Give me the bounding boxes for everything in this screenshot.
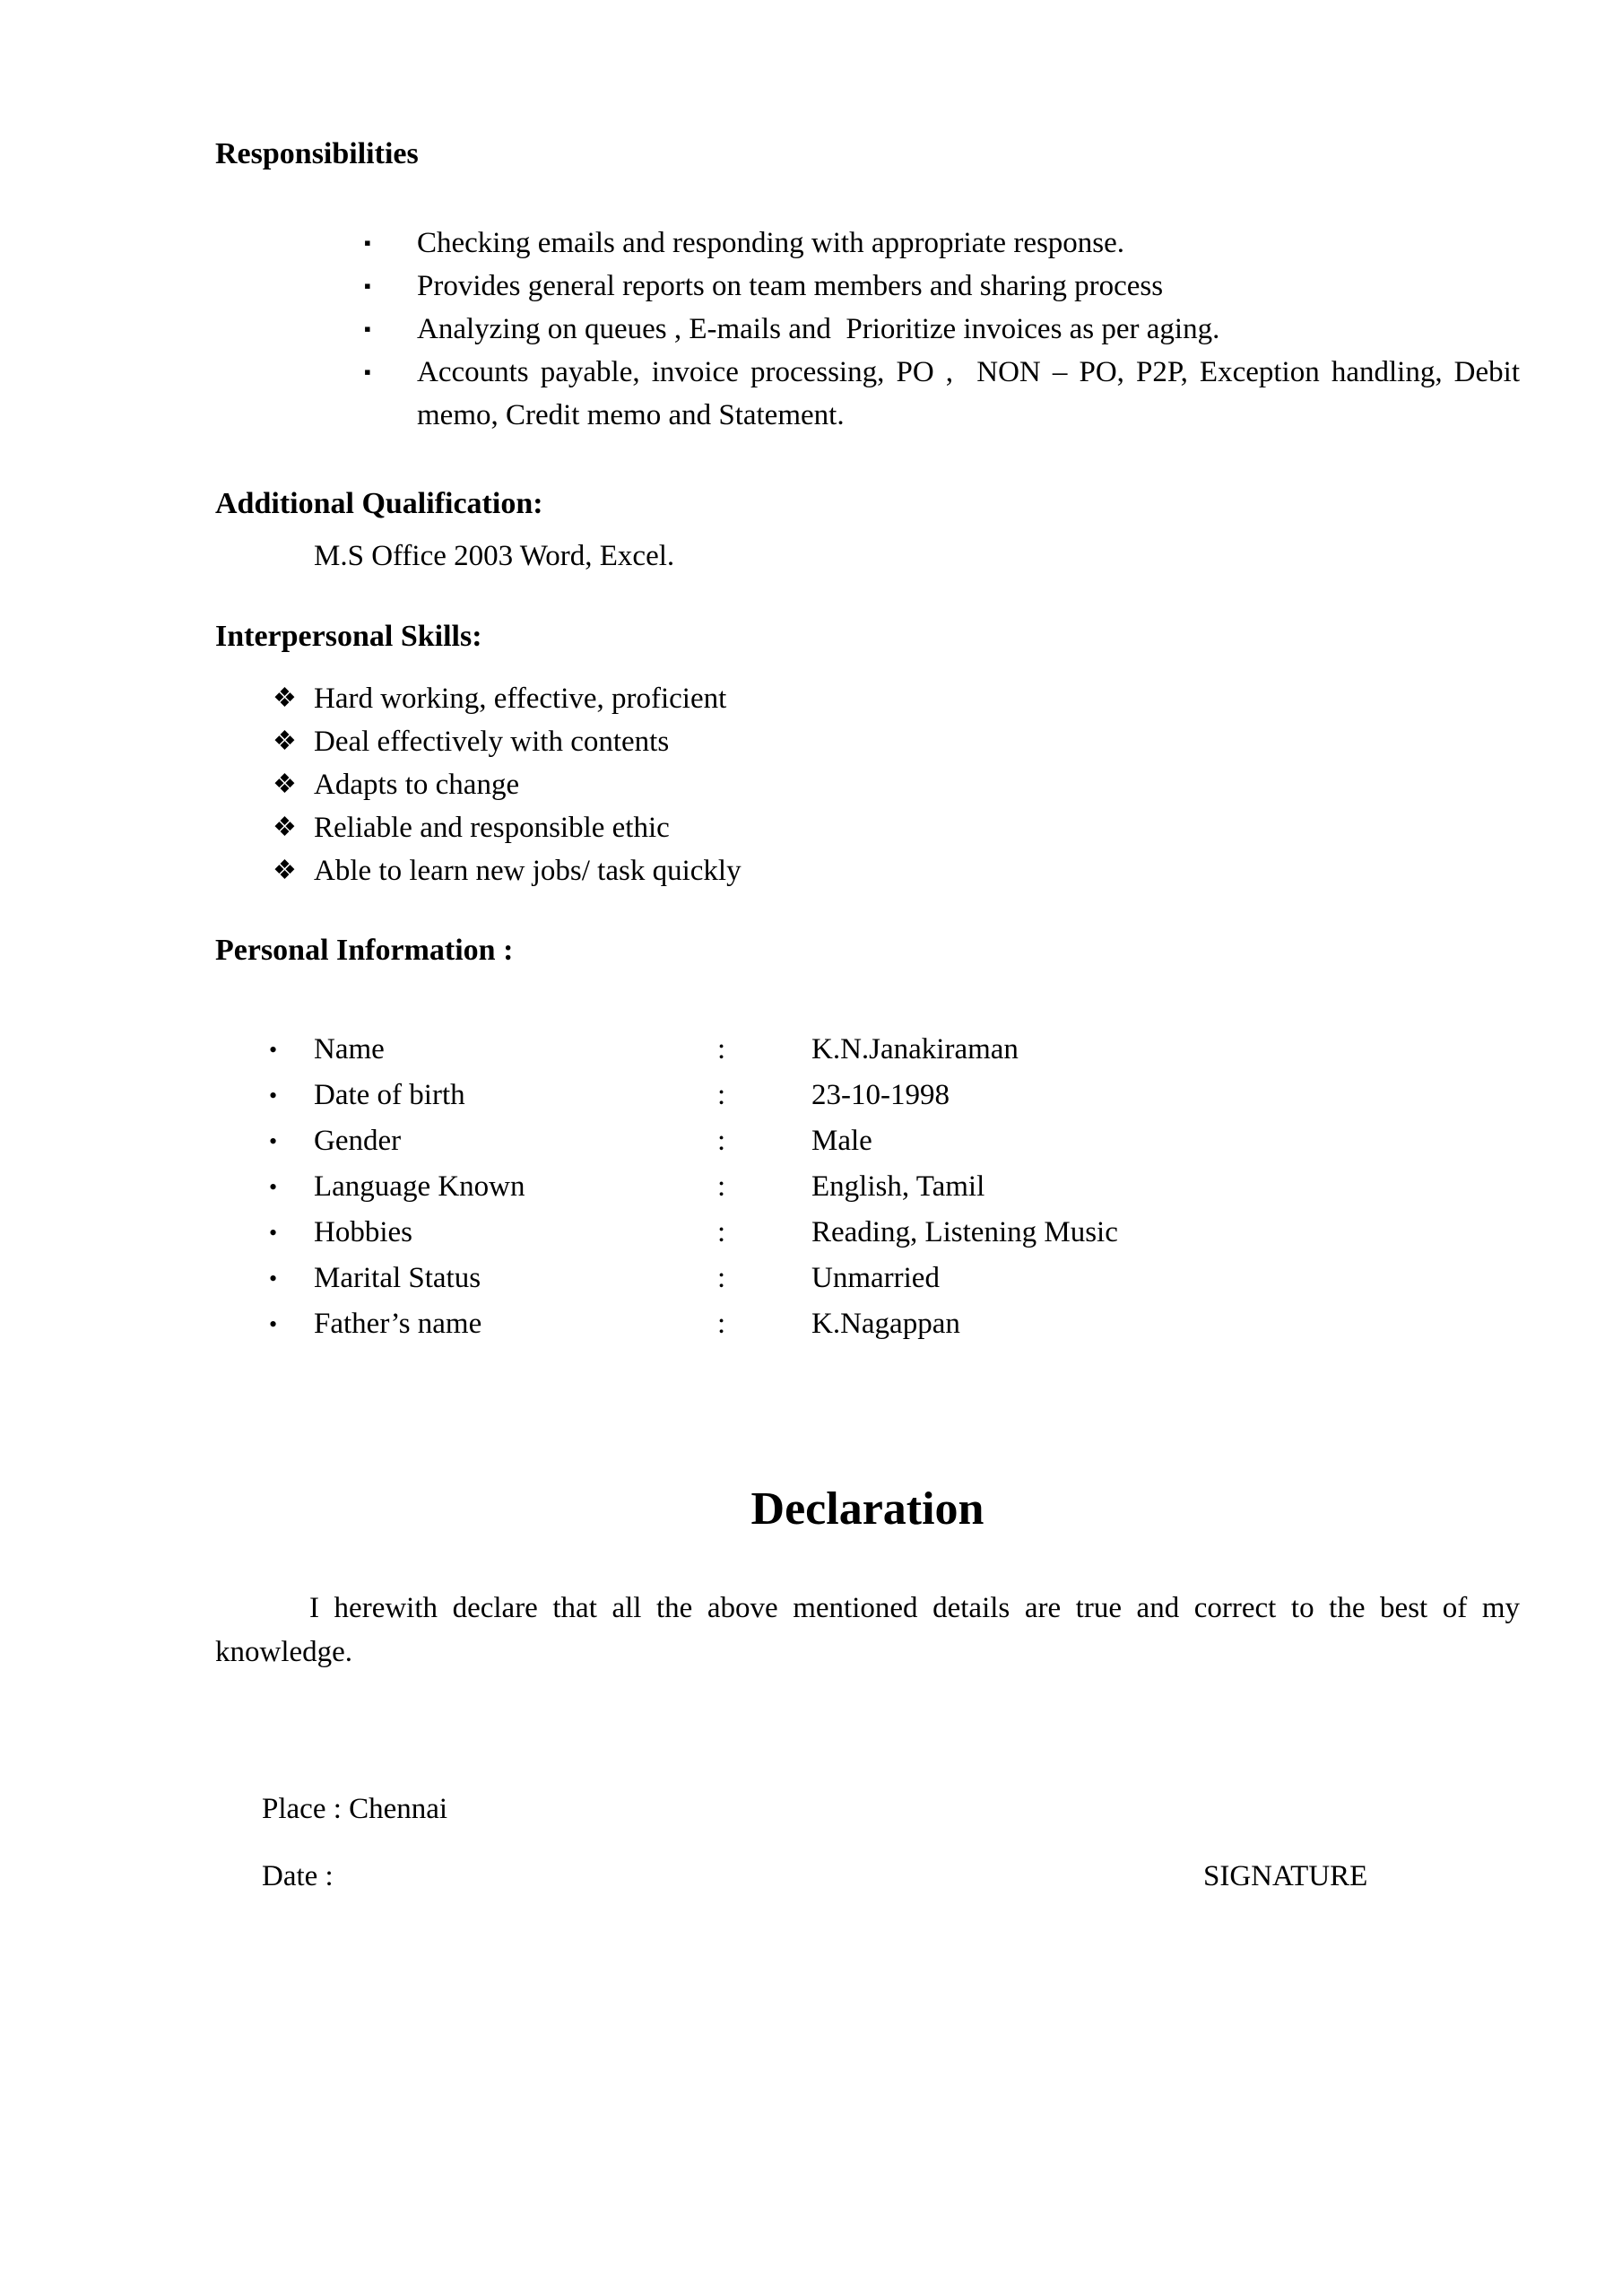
colon-separator: : bbox=[717, 1170, 726, 1203]
colon-separator: : bbox=[717, 1125, 726, 1157]
skill-item bbox=[273, 763, 1520, 806]
personal-info-row bbox=[269, 1301, 1520, 1347]
personal-info-row bbox=[269, 1164, 1520, 1210]
colon-separator: : bbox=[717, 1216, 726, 1248]
skill-text: Able to learn new jobs/ task quickly bbox=[314, 855, 742, 887]
personal-info-value: Unmarried bbox=[811, 1262, 940, 1294]
skill-text: Deal effectively with contents bbox=[314, 726, 670, 758]
responsibilities-list bbox=[215, 222, 1535, 437]
declaration-body: I herewith declare that all the above mentioned details are true and correct to the best of my knowledge. bbox=[215, 1592, 1520, 1668]
square-bullet-icon: ▪ bbox=[364, 231, 371, 254]
square-bullet-icon: ▪ bbox=[364, 361, 371, 383]
diamond-bullet-icon: ❖ bbox=[273, 726, 297, 756]
personal-info-label: Father’s name bbox=[314, 1308, 482, 1340]
date-label: Date : bbox=[262, 1860, 334, 1892]
personal-info-label: Gender bbox=[314, 1125, 402, 1157]
personal-info-value: Reading, Listening Music bbox=[811, 1216, 1118, 1248]
skill-item bbox=[273, 677, 1520, 720]
additional-qualification-content: M.S Office 2003 Word, Excel. bbox=[314, 540, 675, 572]
personal-info-label: Name bbox=[314, 1033, 385, 1065]
skill-item bbox=[273, 720, 1520, 763]
responsibility-text: Provides general reports on team members and sharing process bbox=[417, 270, 1164, 302]
personal-information-title: Personal Information : bbox=[215, 934, 514, 967]
dot-bullet-icon: • bbox=[269, 1174, 278, 1200]
dot-bullet-icon: • bbox=[269, 1220, 278, 1246]
personal-info-label: Marital Status bbox=[314, 1262, 481, 1294]
responsibilities-title: Responsibilities bbox=[215, 137, 419, 170]
personal-info-value: K.Nagappan bbox=[811, 1308, 960, 1340]
skill-item bbox=[273, 806, 1520, 849]
responsibility-item bbox=[364, 265, 1520, 308]
dot-bullet-icon: • bbox=[269, 1037, 278, 1063]
dot-bullet-icon: • bbox=[269, 1128, 278, 1154]
square-bullet-icon: ▪ bbox=[364, 317, 371, 340]
skill-text: Adapts to change bbox=[314, 769, 520, 801]
personal-info-value: Male bbox=[811, 1125, 872, 1157]
responsibility-item bbox=[364, 351, 1535, 437]
colon-separator: : bbox=[717, 1308, 726, 1340]
personal-info-row bbox=[269, 1073, 1520, 1118]
personal-info-value: 23-10-1998 bbox=[811, 1079, 950, 1111]
diamond-bullet-icon: ❖ bbox=[273, 683, 297, 713]
place-line: Place : Chennai bbox=[262, 1793, 448, 1825]
diamond-bullet-icon: ❖ bbox=[273, 856, 297, 885]
date-line bbox=[262, 1858, 1520, 1894]
dot-bullet-icon: • bbox=[269, 1311, 278, 1337]
dot-bullet-icon: • bbox=[269, 1083, 278, 1109]
diamond-bullet-icon: ❖ bbox=[273, 813, 297, 842]
colon-separator: : bbox=[717, 1079, 726, 1111]
skill-text: Hard working, effective, proficient bbox=[314, 683, 727, 715]
personal-info-value: English, Tamil bbox=[811, 1170, 985, 1203]
personal-info-label: Date of birth bbox=[314, 1079, 465, 1111]
interpersonal-skills-list bbox=[215, 677, 1520, 892]
declaration-title: Declaration bbox=[750, 1483, 984, 1535]
dot-bullet-icon: • bbox=[269, 1265, 278, 1292]
personal-info-row bbox=[269, 1256, 1520, 1301]
responsibility-item bbox=[364, 308, 1520, 351]
diamond-bullet-icon: ❖ bbox=[273, 770, 297, 799]
square-bullet-icon: ▪ bbox=[364, 274, 371, 297]
additional-qualification-title: Additional Qualification: bbox=[215, 487, 543, 520]
skill-text: Reliable and responsible ethic bbox=[314, 812, 670, 844]
personal-info-row bbox=[269, 1118, 1520, 1164]
colon-separator: : bbox=[717, 1033, 726, 1065]
responsibility-text: Checking emails and responding with appropriate response. bbox=[417, 227, 1125, 259]
personal-info-row bbox=[269, 1027, 1520, 1073]
personal-info-label: Language Known bbox=[314, 1170, 525, 1203]
personal-info-row bbox=[269, 1210, 1520, 1256]
interpersonal-skills-title: Interpersonal Skills: bbox=[215, 620, 482, 653]
responsibility-item bbox=[364, 222, 1520, 265]
responsibility-text: Analyzing on queues , E-mails and Prioritize invoices as per aging. bbox=[417, 313, 1220, 345]
personal-info-value: K.N.Janakiraman bbox=[811, 1033, 1019, 1065]
colon-separator: : bbox=[717, 1262, 726, 1294]
skill-item bbox=[273, 849, 1520, 892]
personal-information-rows bbox=[215, 1027, 1520, 1347]
signature-label: SIGNATURE bbox=[1203, 1860, 1368, 1892]
responsibility-text: Accounts payable, invoice processing, PO , NON – PO, P2P, Exception handling, Debit memo, Credit memo and Statement. bbox=[417, 356, 1535, 431]
personal-info-label: Hobbies bbox=[314, 1216, 412, 1248]
